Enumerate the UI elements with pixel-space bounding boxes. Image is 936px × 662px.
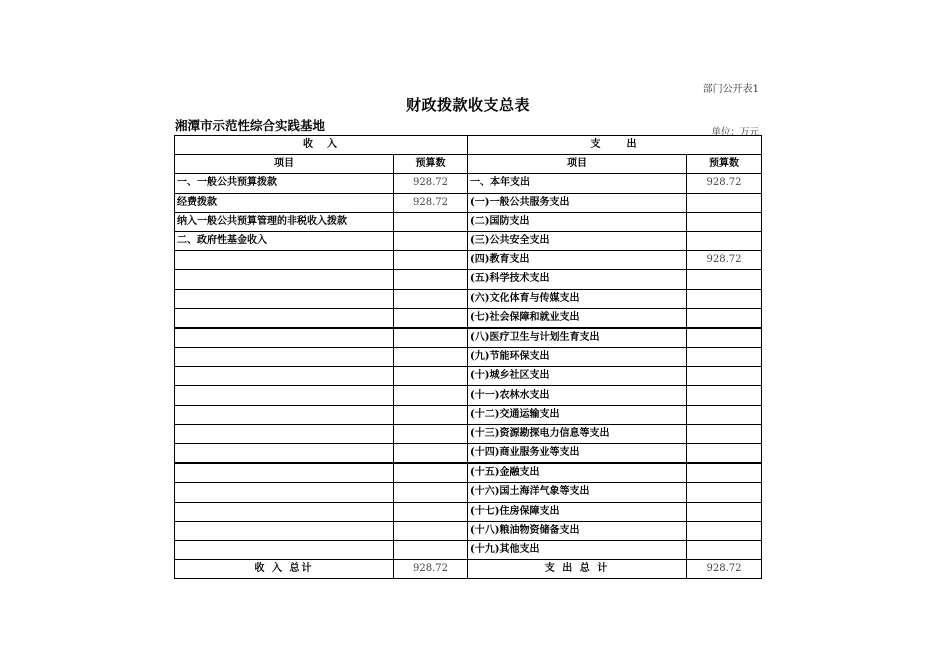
totals-row [175, 560, 762, 579]
expense-item-cell: (五)科学技术支出 [468, 270, 687, 289]
table-row [175, 328, 762, 348]
table-row [175, 540, 762, 559]
table-row [175, 386, 762, 405]
expense-item-cell: (十六)国土海洋气象等支出 [468, 483, 687, 502]
income-value-cell [394, 521, 468, 540]
org-name: 湘潭市示范性综合实践基地 [175, 118, 326, 133]
income-value-cell [394, 231, 468, 250]
income-item-cell [175, 502, 394, 521]
table-row [175, 348, 762, 367]
table-row [175, 463, 762, 483]
expense-item-cell: (八)医疗卫生与计划生育支出 [468, 328, 687, 348]
expense-item-cell: (十二)交通运输支出 [468, 405, 687, 424]
expense-value-cell [687, 193, 762, 212]
table-row [175, 289, 762, 308]
table-row [175, 270, 762, 289]
table-row [175, 502, 762, 521]
expense-value-cell [687, 540, 762, 559]
income-item-cell [175, 251, 394, 270]
table-row [175, 308, 762, 328]
table-row [175, 174, 762, 193]
expense-item-cell: (十三)资源勘探电力信息等支出 [468, 424, 687, 443]
expense-value-cell [687, 502, 762, 521]
expense-value-cell [687, 405, 762, 424]
expense-total-label: 支 出 总 计 [468, 560, 687, 579]
income-item-header: 项目 [175, 155, 394, 174]
table-row [175, 251, 762, 270]
income-item-cell [175, 444, 394, 464]
expense-value-cell [687, 386, 762, 405]
table-row [175, 212, 762, 231]
income-item-cell [175, 405, 394, 424]
expense-value-cell [687, 367, 762, 386]
income-item-cell [175, 424, 394, 443]
income-budget-header: 预算数 [394, 155, 468, 174]
expense-value-cell [687, 231, 762, 250]
expense-value-cell [687, 308, 762, 328]
income-value-cell [394, 348, 468, 367]
expense-total-value: 928.72 [687, 560, 762, 579]
income-item-cell [175, 540, 394, 559]
expense-value-cell [687, 424, 762, 443]
expense-value-cell [687, 483, 762, 502]
table-row [175, 405, 762, 424]
income-item-cell [175, 289, 394, 308]
expense-item-cell: (七)社会保障和就业支出 [468, 308, 687, 328]
table-row [175, 193, 762, 212]
expense-value-cell [687, 289, 762, 308]
expense-value-cell [687, 328, 762, 348]
budget-table [174, 135, 762, 579]
income-item-cell [175, 521, 394, 540]
table-header-row [175, 136, 762, 155]
expense-item-header: 项目 [468, 155, 687, 174]
table-subheader-row [175, 155, 762, 174]
income-item-cell [175, 308, 394, 328]
expense-value-cell [687, 444, 762, 464]
income-value-cell [394, 463, 468, 483]
expense-value-cell: 928.72 [687, 174, 762, 193]
income-value-cell [394, 405, 468, 424]
form-id: 部门公开表1 [702, 84, 759, 95]
income-header: 收 入 [175, 136, 468, 155]
income-value-cell [394, 308, 468, 328]
page-title: 财政拨款收支总表 [405, 96, 530, 114]
income-item-cell: 纳入一般公共预算管理的非税收入拨款 [175, 212, 394, 231]
table-row [175, 424, 762, 443]
expense-value-cell [687, 270, 762, 289]
income-value-cell [394, 424, 468, 443]
expense-value-cell [687, 348, 762, 367]
expense-header: 支 出 [468, 136, 762, 155]
income-value-cell [394, 540, 468, 559]
expense-value-cell: 928.72 [687, 251, 762, 270]
income-value-cell [394, 444, 468, 464]
expense-item-cell: (三)公共安全支出 [468, 231, 687, 250]
expense-value-cell [687, 212, 762, 231]
expense-item-cell: 一、本年支出 [468, 174, 687, 193]
expense-item-cell: (十)城乡社区支出 [468, 367, 687, 386]
table-row [175, 483, 762, 502]
income-value-cell [394, 251, 468, 270]
income-value-cell [394, 502, 468, 521]
income-item-cell [175, 386, 394, 405]
expense-item-cell: (十八)粮油物资储备支出 [468, 521, 687, 540]
income-value-cell [394, 328, 468, 348]
expense-item-cell: (十九)其他支出 [468, 540, 687, 559]
expense-item-cell: (十四)商业服务业等支出 [468, 444, 687, 464]
income-value-cell [394, 483, 468, 502]
expense-item-cell: (二)国防支出 [468, 212, 687, 231]
income-value-cell [394, 289, 468, 308]
income-item-cell [175, 270, 394, 289]
income-value-cell: 928.72 [394, 174, 468, 193]
income-value-cell [394, 212, 468, 231]
expense-item-cell: (十七)住房保障支出 [468, 502, 687, 521]
income-item-cell [175, 483, 394, 502]
expense-item-cell: (十一)农林水支出 [468, 386, 687, 405]
income-value-cell: 928.72 [394, 193, 468, 212]
income-value-cell [394, 386, 468, 405]
table-row [175, 444, 762, 464]
expense-item-cell: (九)节能环保支出 [468, 348, 687, 367]
expense-item-cell: (四)教育支出 [468, 251, 687, 270]
income-item-cell: 经费拨款 [175, 193, 394, 212]
income-value-cell [394, 270, 468, 289]
income-value-cell [394, 367, 468, 386]
income-item-cell [175, 328, 394, 348]
income-item-cell [175, 367, 394, 386]
income-item-cell [175, 348, 394, 367]
expense-value-cell [687, 521, 762, 540]
table-row [175, 231, 762, 250]
expense-budget-header: 预算数 [687, 155, 762, 174]
income-item-cell: 二、政府性基金收入 [175, 231, 394, 250]
income-item-cell [175, 463, 394, 483]
expense-item-cell: (十五)金融支出 [468, 463, 687, 483]
table-row [175, 521, 762, 540]
table-row [175, 367, 762, 386]
income-item-cell: 一、一般公共预算拨款 [175, 174, 394, 193]
expense-item-cell: (一)一般公共服务支出 [468, 193, 687, 212]
income-total-label: 收 入 总计 [175, 560, 394, 579]
expense-value-cell [687, 463, 762, 483]
expense-item-cell: (六)文化体育与传媒支出 [468, 289, 687, 308]
unit-label: 单位：万元 [711, 127, 759, 138]
income-total-value: 928.72 [394, 560, 468, 579]
